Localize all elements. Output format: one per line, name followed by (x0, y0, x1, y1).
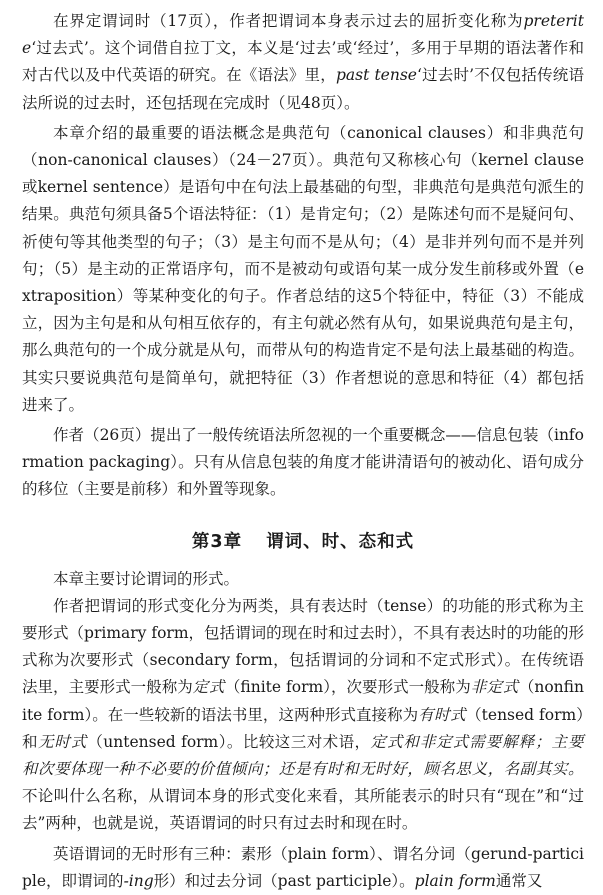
paragraph-information-packaging: 作者（26页）提出了一般传统语法所忽视的一个重要概念——信息包装（information packaging）。只有从信息包装的角度才能讲清语句的被动化、语句成分的移位（主要是前移）和外置等现象。 (22, 426, 584, 499)
term-preterite: preterite (22, 12, 584, 58)
text-run: 英语谓词的无时形有三种：素形（plain form）、谓名分词（gerund-participle，即谓词的 (22, 844, 584, 890)
term-untensed: 无时式 (37, 732, 88, 751)
text-run: 作者把谓词的形式变化分为两类，具有表达时（tense）的功能的形式称为主要形式（primary form，包括谓词的现在时和过去时），不具有表达时的功能的形式称为次要形式（secondary form，包括谓词的分词和不定式形式）。在传统语法里，主要形式一般称为 (22, 596, 584, 697)
paragraph-chapter-intro: 本章主要讨论谓词的形式。 (53, 569, 240, 588)
text-run: 通常又 (495, 871, 543, 890)
term-plain-form: plain form (414, 871, 496, 890)
chapter-heading (22, 530, 584, 554)
term-ing: -ing (123, 871, 154, 890)
term-nonfinite: 非定式 (470, 678, 519, 697)
text-run: （finite form），次要形式一般称为 (224, 678, 471, 697)
chapter-title: 谓词、时、态和式 (266, 531, 415, 552)
term-tensed: 有时式 (418, 705, 467, 724)
text-run: 形）和过去分词（past participle）。 (153, 871, 415, 890)
text-run: 不论叫什么名称，从谓词本身的形式变化来看，其所能表示的时只有“现在”和“过去”两种，也就是说，英语谓词的时只有过去时和现在时。 (22, 787, 584, 833)
text-run: ‘过去式’。这个词借自拉丁文，本义是‘过去’或‘经过’，多用于早期的语法著作和对古代以及中代英语的研究。在《语法》里， (22, 39, 584, 85)
paragraph-untensed-forms (22, 841, 584, 895)
text-run: （tensed form）和 (22, 705, 584, 751)
text-run: （untensed form）。比较这三对术语， (87, 732, 371, 751)
text-run: （nonfinite form）。在一些较新的语法书里，这两种形式直接称为 (22, 678, 584, 724)
text-run: ‘过去时’不仅包括传统语法所说的过去时，还包括现在完成时（见48页）。 (22, 66, 584, 112)
chapter-number: 第3章 (191, 531, 243, 552)
paragraph-primary-secondary-forms (22, 593, 584, 838)
emphasized-commentary: 定式和非定式需要解释；主要和次要体现一种不必要的价值倾向；还是有时和无时好，顾名思义，名副其实。 (22, 732, 584, 779)
paragraph-canonical-clauses: 本章介绍的最重要的语法概念是典范句（canonical clauses）和非典范句（non-canonical clauses）（24－27页）。典范句又称核心句（kernel clause或kernel sentence）是语句中在句法上最基础的句型，非典范句是典范句派生的结果。典范句须具备5个语法特征：（1）是肯定句；（2）是陈述句而不是疑问句、祈使句等其他类型的句子；（3）是主句而不是从句；（4）是非并列句而不是并列句；（5）是主动的正常语序句，而不是被动句或语句某一成分发生前移或外置（extraposition）等某种变化的句子。作者总结的这5个特征中，特征（3）不能成立，因为主句是和从句相互依存的，有主句就必然有从句，如果说典范句是主句，那么典范句的一个成分就是从句，而带从句的构造肯定不是句法上最基础的构造。其实只要说典范句是简单句，就把特征（3）作者想说的意思和特征（4）都包括进来了。 (22, 123, 584, 414)
term-finite: 定式 (192, 678, 225, 697)
paragraph-preterite (22, 8, 584, 117)
text-run: 在界定谓词时（17页），作者把谓词本身表示过去的屈折变化称为 (53, 12, 524, 30)
document-page (22, 8, 584, 895)
term-past-tense: past tense (335, 66, 417, 85)
